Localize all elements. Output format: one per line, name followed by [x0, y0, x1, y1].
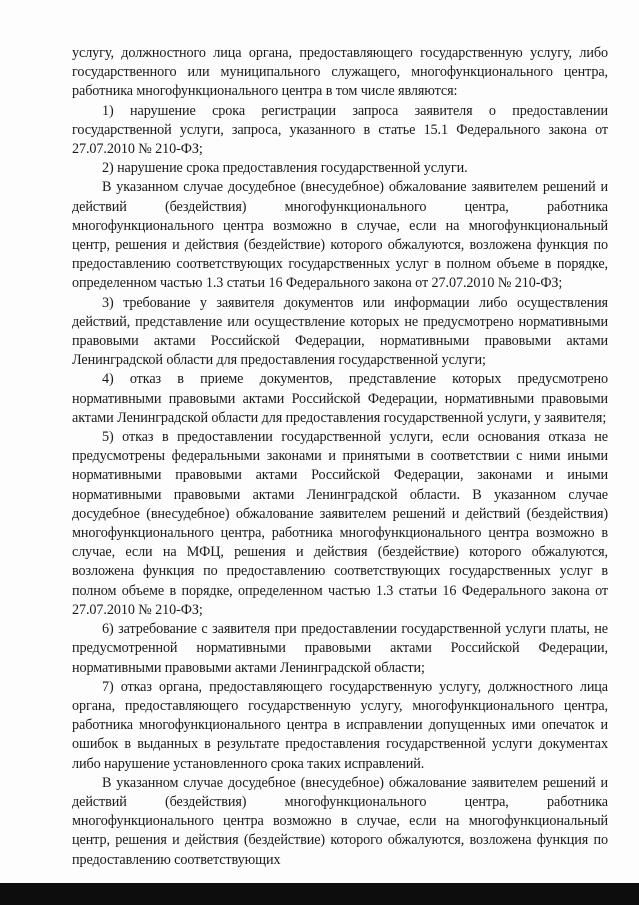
- paragraph-item-5: 5) отказ в предоставлении государственной услуги, если основания отказа не предусмотрены федеральными законами и принятыми в соответствии с ними иными нормативными правовыми актами Российской Федерации, законами и иными нормативными правовыми актами Ленинградской области. В указанном случае досудебное (внесудебное) обжалование заявителем решений и действий (бездействия) многофункционального центра, работника многофункционального центра возможно в случае, если на МФЦ, решения и действия (бездействие) которого обжалуются, возложена функция по предоставлению соответствующих государственных услуг в полном объеме в порядке, определенном частью 1.3 статьи 16 Федерального закона от 27.07.2010 № 210-ФЗ;: [72, 429, 608, 618]
- paragraph-mfc-note-1: В указанном случае досудебное (внесудебное) обжалование заявителем решений и действий (бездействия) многофункционального центра, работника многофункционального центра возможно в случае, если на многофункциональный центр, решения и действия (бездействие) которого обжалуются, возложена функция по предоставлению соответствующих государственных услуг в полном объеме в порядке, определенном частью 1.3 статьи 16 Федерального закона от 27.07.2010 № 210-ФЗ;: [72, 179, 608, 292]
- paragraph-item-4: 4) отказ в приеме документов, представление которых предусмотрено нормативными правовыми актами Российской Федерации, нормативными правовыми актами Ленинградской области для предоставления государственной услуги, у заявителя;: [72, 371, 608, 426]
- paragraph-item-6: 6) затребование с заявителя при предоставлении государственной услуги платы, не предусмотренной нормативными правовыми актами Российской Федерации, нормативными правовыми актами Ленинградской области;: [72, 621, 608, 676]
- paragraph-mfc-note-2: В указанном случае досудебное (внесудебное) обжалование заявителем решений и действий (бездействия) многофункционального центра, работника многофункционального центра возможно в случае, если на многофункциональный центр, решения и действия (бездействие) которого обжалуются, возложена функция по предоставлению соответствующих: [72, 774, 608, 868]
- document-body: [72, 44, 608, 870]
- paragraph-item-1: 1) нарушение срока регистрации запроса заявителя о предоставлении государственной услуги, запроса, указанного в статье 15.1 Федерального закона от 27.07.2010 № 210-ФЗ;: [72, 102, 608, 158]
- scan-bottom-border: [0, 883, 639, 905]
- paragraph-item-2: 2) нарушение срока предоставления государственной услуги.: [102, 160, 468, 177]
- paragraph-continuation: услугу, должностного лица органа, предоставляющего государственную услугу, либо государственного или муниципального служащего, многофункционального центра, работника многофункционального центра в том числе являются:: [72, 45, 608, 100]
- paragraph-item-7: 7) отказ органа, предоставляющего государственную услугу, должностного лица органа, предоставляющего государственную услугу, многофункционального центра, работника многофункционального центра в исправлении допущенных ими опечаток и ошибок в выданных в результате предоставления государственной услуги документах либо нарушение установленного срока таких исправлений.: [72, 678, 608, 772]
- paragraph-item-3: 3) требование у заявителя документов или информации либо осуществления действий, представление или осуществление которых не предусмотрено нормативными правовыми актами Российской Федерации, нормативными правовыми актами Ленинградской области для предоставления государственной услуги;: [72, 294, 608, 369]
